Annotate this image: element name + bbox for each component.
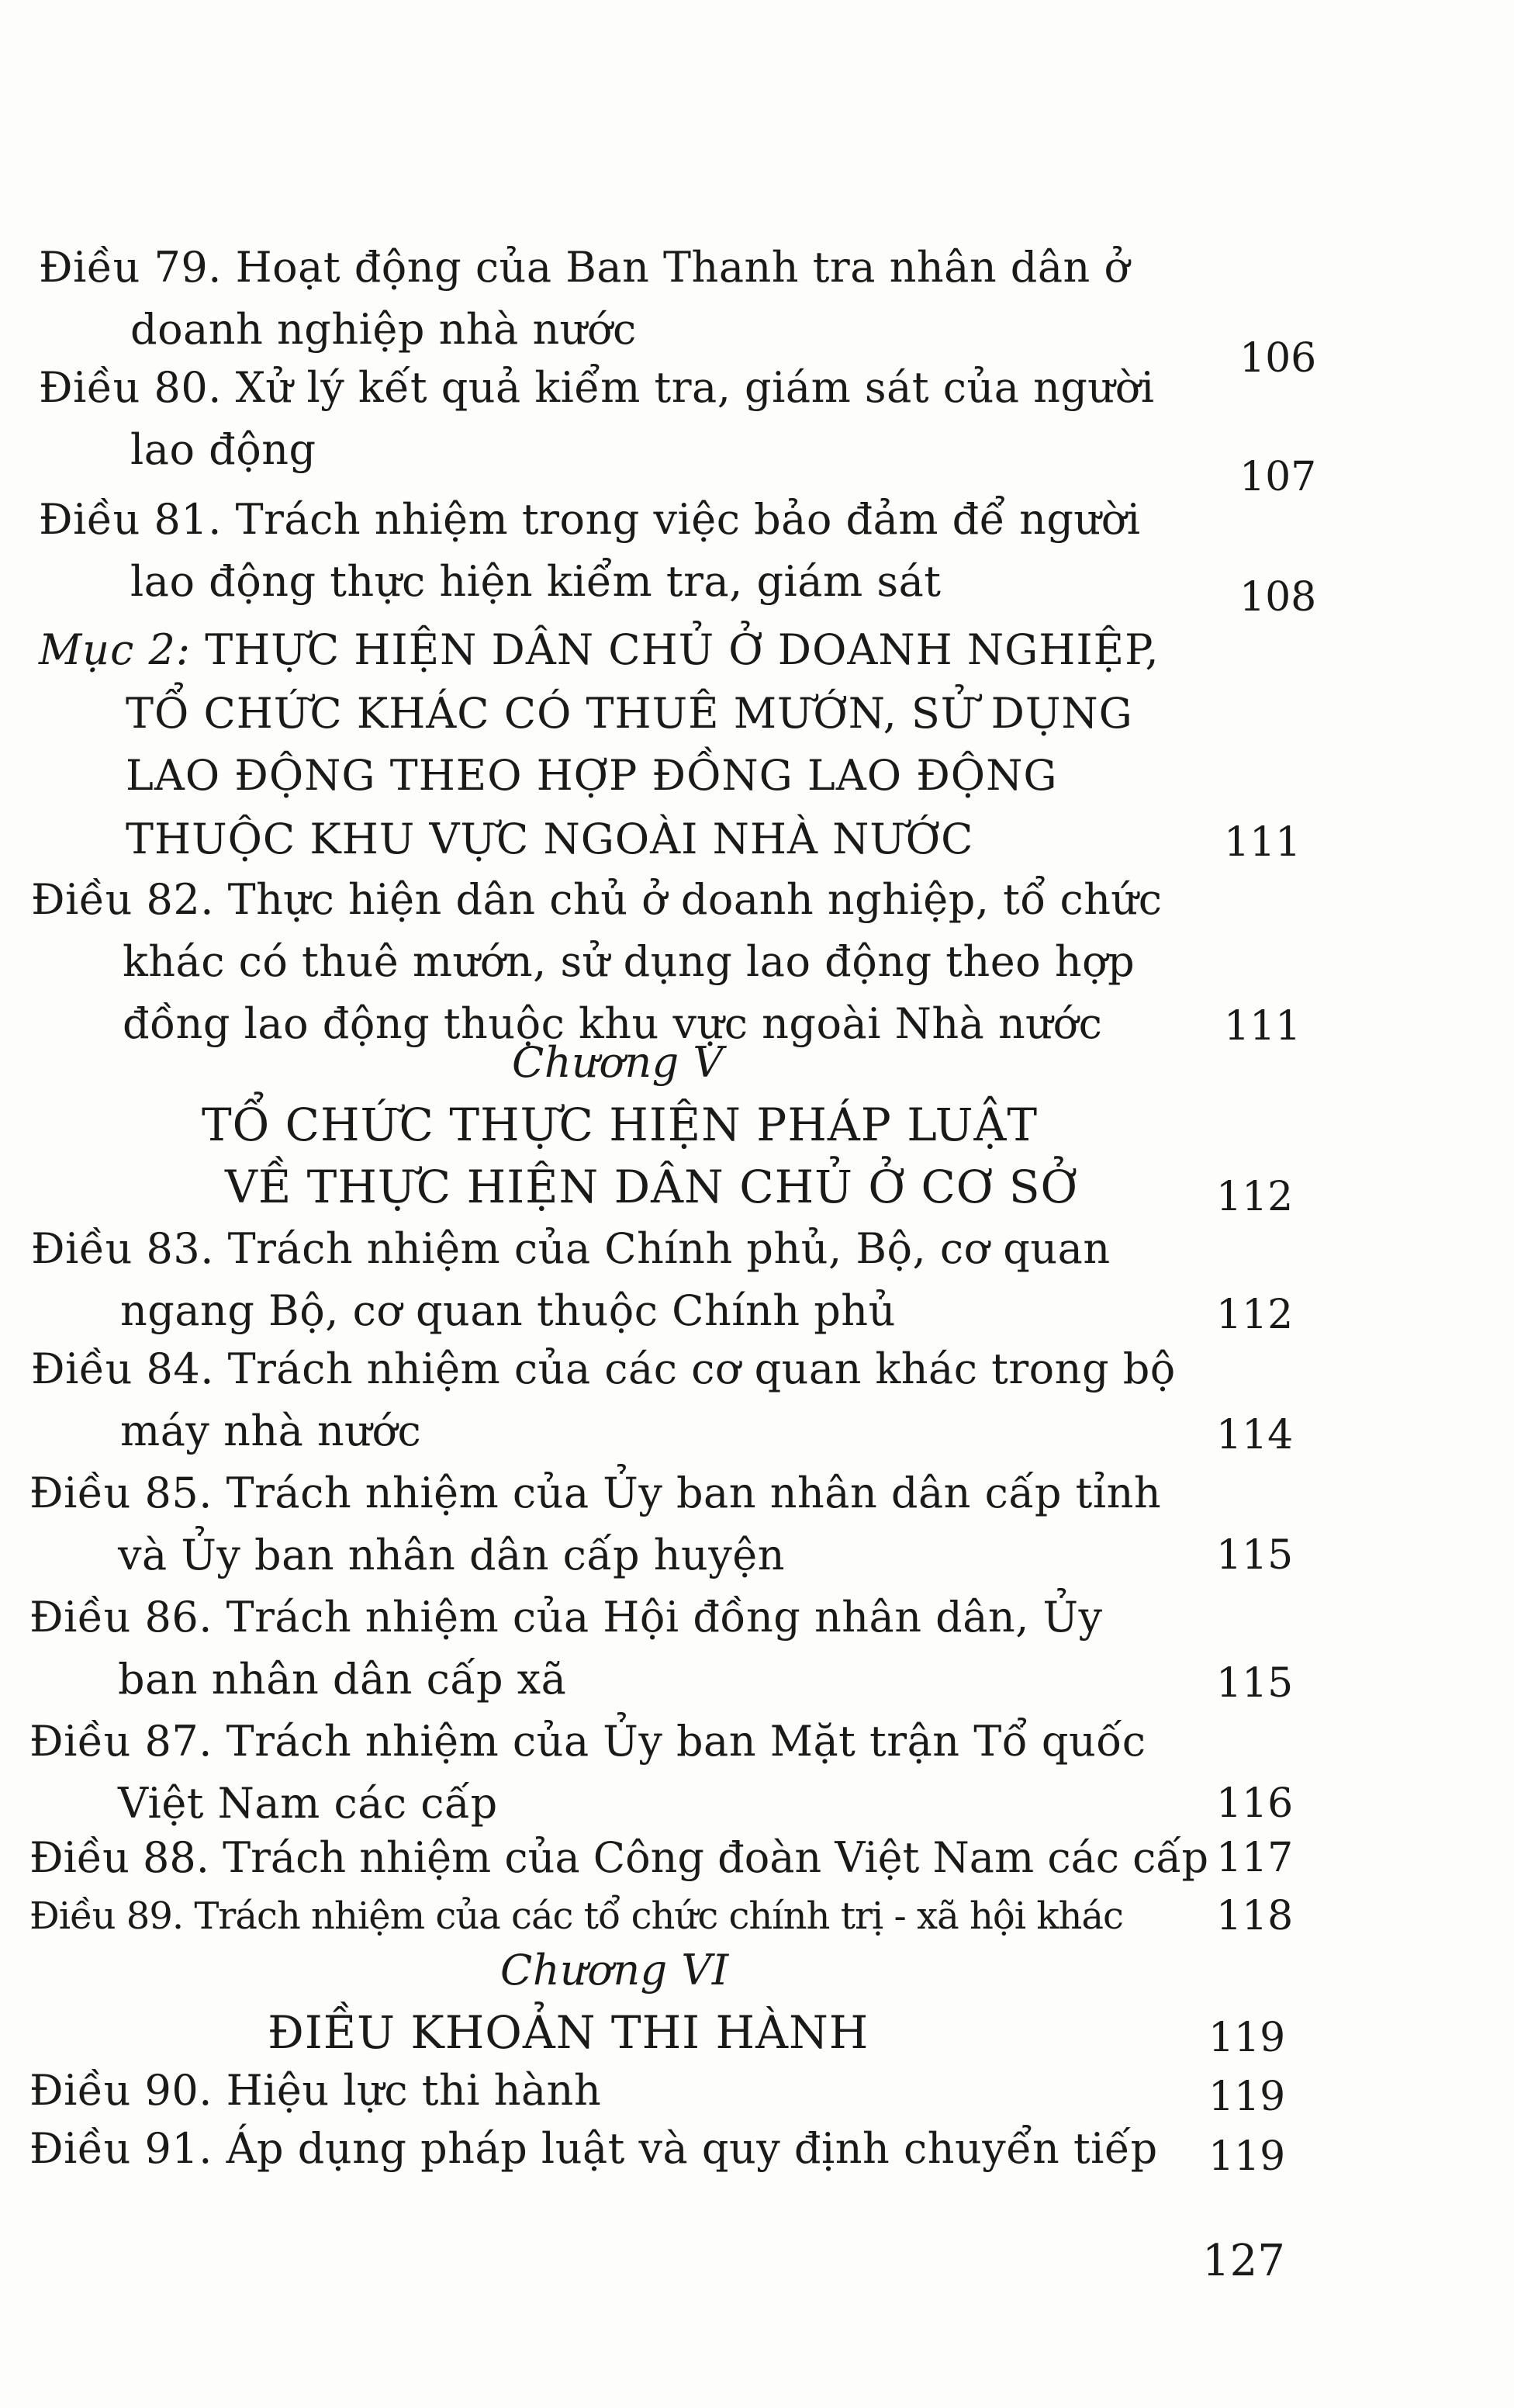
toc-section-muc2-line4: THUỘC KHU VỰC NGOÀI NHÀ NƯỚC [126, 815, 974, 863]
toc-entry-84-line1: Điều 84. Trách nhiệm của các cơ quan khác trong bộ [31, 1344, 1176, 1393]
section-title-line1: THỰC HIỆN DÂN CHỦ Ở DOANH NGHIỆP, [205, 625, 1160, 674]
toc-page-number: 119 [1208, 2074, 1286, 2120]
toc-entry-79-line2: doanh nghiệp nhà nước [130, 305, 637, 354]
toc-page-number: 111 [1224, 819, 1301, 866]
chapter-label: Chương VI [500, 1946, 729, 1995]
chapter-title-line1: TỔ CHỨC THỰC HIỆN PHÁP LUẬT [202, 1098, 1039, 1151]
toc-page-number: 107 [1239, 454, 1317, 500]
toc-page-number: 111 [1224, 1003, 1301, 1050]
page-number: 127 [1202, 2236, 1285, 2286]
toc-page-number: 119 [1208, 2015, 1286, 2061]
toc-page-number: 106 [1239, 335, 1317, 382]
toc-entry-89: Điều 89. Trách nhiệm của các tổ chức chính trị - xã hội khác [29, 1894, 1123, 1938]
chapter-title: ĐIỀU KHOẢN THI HÀNH [268, 2006, 869, 2059]
toc-entry-80-line1: Điều 80. Xử lý kết quả kiểm tra, giám sát của người [39, 363, 1155, 412]
toc-entry-82-line2: khác có thuê mướn, sử dụng lao động theo hợp [123, 937, 1136, 986]
toc-entry-83-line2: ngang Bộ, cơ quan thuộc Chính phủ [120, 1286, 896, 1335]
toc-section-muc2-line3: LAO ĐỘNG THEO HỢP ĐỒNG LAO ĐỘNG [126, 751, 1058, 800]
toc-section-muc2-line1 [39, 627, 1160, 673]
section-prefix: Mục 2: [39, 625, 192, 674]
toc-page-number: 112 [1216, 1174, 1294, 1220]
toc-page-number: 118 [1216, 1893, 1294, 1939]
toc-page-number: 112 [1216, 1292, 1294, 1338]
toc-entry-86-line1: Điều 86. Trách nhiệm của Hội đồng nhân dân, Ủy [29, 1593, 1103, 1642]
toc-page-number: 119 [1208, 2133, 1286, 2180]
toc-entry-81-line2: lao động thực hiện kiểm tra, giám sát [130, 557, 942, 606]
toc-entry-82-line1: Điều 82. Thực hiện dân chủ ở doanh nghiệp, tổ chức [31, 875, 1163, 924]
toc-page-number: 115 [1216, 1660, 1294, 1707]
toc-page-number: 117 [1216, 1835, 1294, 1881]
toc-entry-85-line2: và Ủy ban nhân dân cấp huyện [118, 1531, 786, 1579]
toc-entry-88: Điều 88. Trách nhiệm của Công đoàn Việt Nam các cấp [29, 1833, 1209, 1882]
toc-page-number: 115 [1216, 1532, 1294, 1579]
toc-entry-87-line1: Điều 87. Trách nhiệm của Ủy ban Mặt trận Tổ quốc [29, 1717, 1146, 1766]
toc-entry-86-line2: ban nhân dân cấp xã [118, 1655, 567, 1704]
chapter-title-line2: VỀ THỰC HIỆN DÂN CHỦ Ở CƠ SỞ [225, 1161, 1079, 1213]
toc-entry-87-line2: Việt Nam các cấp [118, 1779, 498, 1828]
toc-entry-84-line2: máy nhà nước [120, 1406, 422, 1455]
toc-entry-81-line1: Điều 81. Trách nhiệm trong việc bảo đảm để người [39, 495, 1141, 544]
toc-entry-82-line3: đồng lao động thuộc khu vực ngoài Nhà nước [123, 999, 1103, 1048]
toc-entry-90: Điều 90. Hiệu lực thi hành [29, 2066, 602, 2115]
toc-entry-79-line1: Điều 79. Hoạt động của Ban Thanh tra nhân dân ở [39, 243, 1130, 292]
toc-entry-91: Điều 91. Áp dụng pháp luật và quy định chuyển tiếp [29, 2124, 1158, 2173]
toc-section-muc2-line2: TỔ CHỨC KHÁC CÓ THUÊ MƯỚN, SỬ DỤNG [126, 689, 1133, 738]
toc-page-number: 116 [1216, 1780, 1294, 1827]
toc-entry-83-line1: Điều 83. Trách nhiệm của Chính phủ, Bộ, cơ quan [31, 1224, 1111, 1273]
toc-entry-85-line1: Điều 85. Trách nhiệm của Ủy ban nhân dân cấp tỉnh [29, 1469, 1162, 1517]
toc-entry-80-line2: lao động [130, 425, 316, 474]
chapter-label: Chương V [512, 1038, 724, 1087]
toc-page-number: 108 [1239, 574, 1317, 621]
toc-page-number: 114 [1216, 1412, 1294, 1458]
